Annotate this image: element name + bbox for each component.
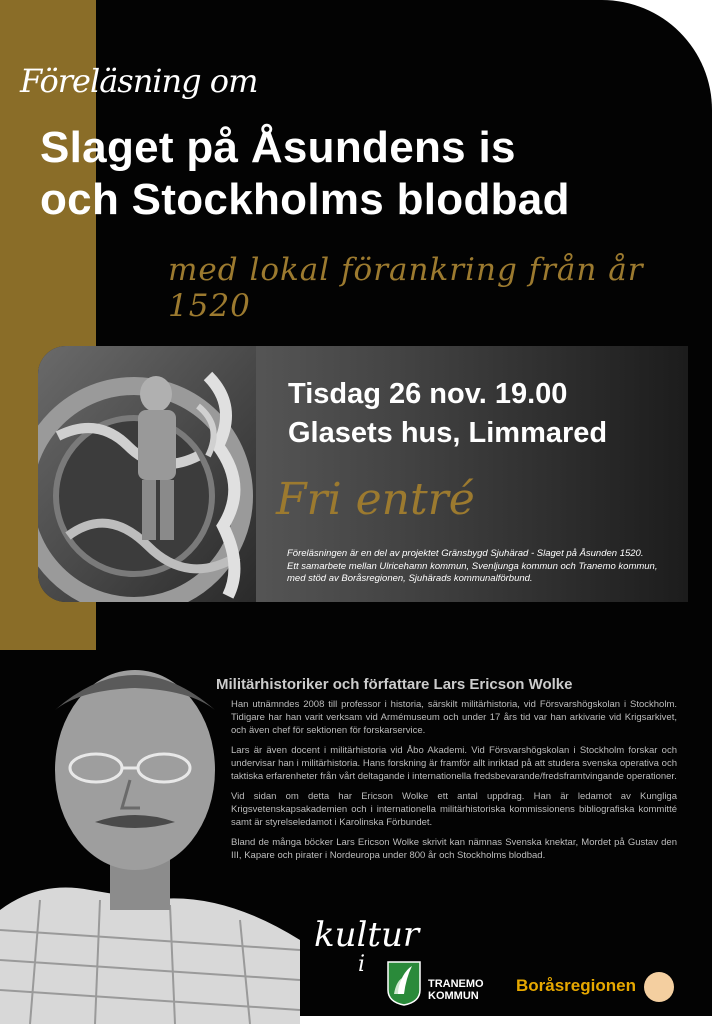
title-line-2: och Stockholms blodbad xyxy=(40,175,570,224)
tranemo-logo-text xyxy=(428,978,484,1002)
event-place: Glasets hus, Limmared xyxy=(288,417,608,449)
tranemo-line-2: KOMMUN xyxy=(428,990,479,1002)
subtitle-script-text: med lokal förankring från år 1520 xyxy=(168,252,644,324)
free-admission: Fri entré xyxy=(276,474,475,525)
bio-paragraph: Lars är även docent i militärhistoria vid Åbo Akademi. Vid Försvarshögskolan i Stockholm forskar och undervisar han i militärhistoria. Hans forskning är framför allt inriktad på att studera svenska operativa och taktiska erfarenheter från vårt deltagande i internationella fredsbevarande/fredsframtvingande operationer. xyxy=(231,745,677,782)
speaker-bio xyxy=(231,698,677,869)
speaker-heading: Militärhistoriker och författare Lars Ericson Wolke xyxy=(216,676,573,693)
tranemo-crest-icon xyxy=(386,960,422,1006)
boras-logo-circle xyxy=(644,972,674,1002)
title-line-1: Slaget på Åsundens is xyxy=(40,123,516,172)
bio-paragraph: Han utnämndes 2008 till professor i historia, särskilt militärhistoria, vid Försvarshögskolan i Stockholm. Tidigare har han varit verksam vid Armémuseum och under 17 års tid var han arkivarie vid Krigsarkivet, och även chef för sektionen för forskarservice. xyxy=(231,699,677,736)
kultur-logo-i: i xyxy=(358,952,366,977)
project-note-line: Ett samarbete mellan Ulricehamn kommun, Svenljunga kommun och Tranemo kommun, xyxy=(287,560,658,572)
carved-relief-photo xyxy=(38,346,256,602)
project-note xyxy=(287,548,687,586)
intro-script-text: Föreläsning om xyxy=(20,62,258,100)
project-note-line: med stöd av Boråsregionen, Sjuhärads kommunalförbund. xyxy=(287,573,533,584)
bio-paragraph: Bland de många böcker Lars Ericson Wolke skrivit kan nämnas Svenska knektar, Mordet på Gustav den III, Kapare och pirater i Nordeuropa under 800 år och Stockholms blodbad. xyxy=(231,837,677,861)
project-note-line: Föreläsningen är en del av projektet Gränsbygd Sjuhärad - Slaget på Åsunden 1520. xyxy=(287,548,644,559)
bio-paragraph: Vid sidan om detta har Ericson Wolke ett antal uppdrag. Han är ledamot av Kungliga Krigsvetenskapsakademien och i internationella militärhistoriska kommissionens bibliografiska kommitté samt är styrelseledamot i Karolinska Förbundet. xyxy=(231,791,677,828)
poster-title xyxy=(40,122,570,226)
tranemo-line-1: TRANEMO xyxy=(428,978,484,990)
boras-logo-text: Boråsregionen xyxy=(516,976,636,995)
event-date: Tisdag 26 nov. 19.00 xyxy=(288,378,568,410)
kultur-logo-text: kultur xyxy=(314,915,420,955)
